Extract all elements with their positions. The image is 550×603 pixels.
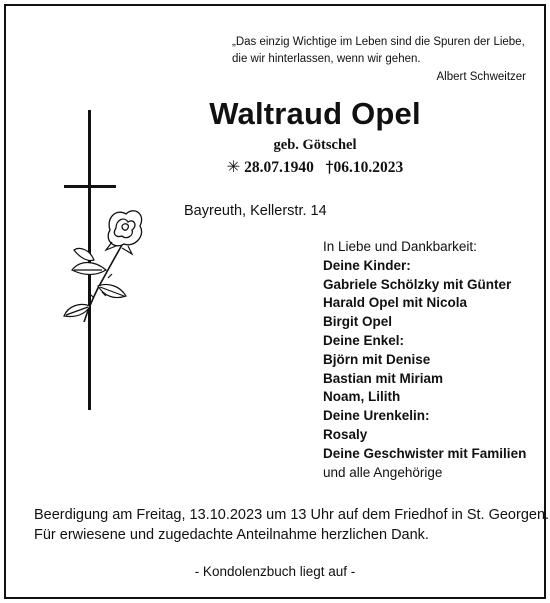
mourners-list [323,238,543,482]
quote-line-2: die wir hinterlassen, wenn wir gehen. [232,53,421,65]
great-grandchild-heading: Deine Urenkelin: [323,408,430,424]
siblings-line: Deine Geschwister mit Familien [323,445,527,461]
funeral-details [34,505,550,545]
residence-address: Bayreuth, Kellerstr. 14 [184,203,327,219]
children-heading: Deine Kinder: [323,257,411,273]
quote-author: Albert Schweitzer [436,71,526,83]
list-item: Birgit Opel [323,314,393,330]
funeral-line-1: Beerdigung am Freitag, 13.10.2023 um 13 Uhr auf dem Friedhof in St. Georgen. [34,507,550,523]
list-item: Björn mit Denise [323,351,431,367]
maiden-name: geb. Götschel [273,137,357,153]
quote-line-1: „Das einzig Wichtige im Leben sind die Spuren der Liebe, [232,36,525,48]
relatives-line: und alle Angehörige [323,464,443,480]
quote-block [232,34,526,86]
life-dates [150,157,480,177]
list-item: Harald Opel mit Nicola [323,295,468,311]
death-cross-icon: † [325,157,334,176]
funeral-line-2: Für erwiesene und zugedachte Anteilnahme herzlichen Dank. [34,527,429,543]
list-item: Noam, Lilith [323,389,401,405]
list-item: Rosaly [323,426,368,442]
deceased-name: Waltraud Opel [209,96,421,131]
birth-star-icon: ✳ [226,157,241,176]
cross-with-rose-icon [50,110,170,410]
list-item: Gabriele Schölzky mit Günter [323,276,512,292]
grandchildren-heading: Deine Enkel: [323,332,405,348]
list-item: Bastian mit Miriam [323,370,444,386]
mourners-intro: In Liebe und Dankbarkeit: [323,239,477,254]
condolence-note: - Kondolenzbuch liegt auf - [194,564,356,579]
birth-date: 28.07.1940 [244,159,314,176]
death-date: 06.10.2023 [333,159,404,176]
